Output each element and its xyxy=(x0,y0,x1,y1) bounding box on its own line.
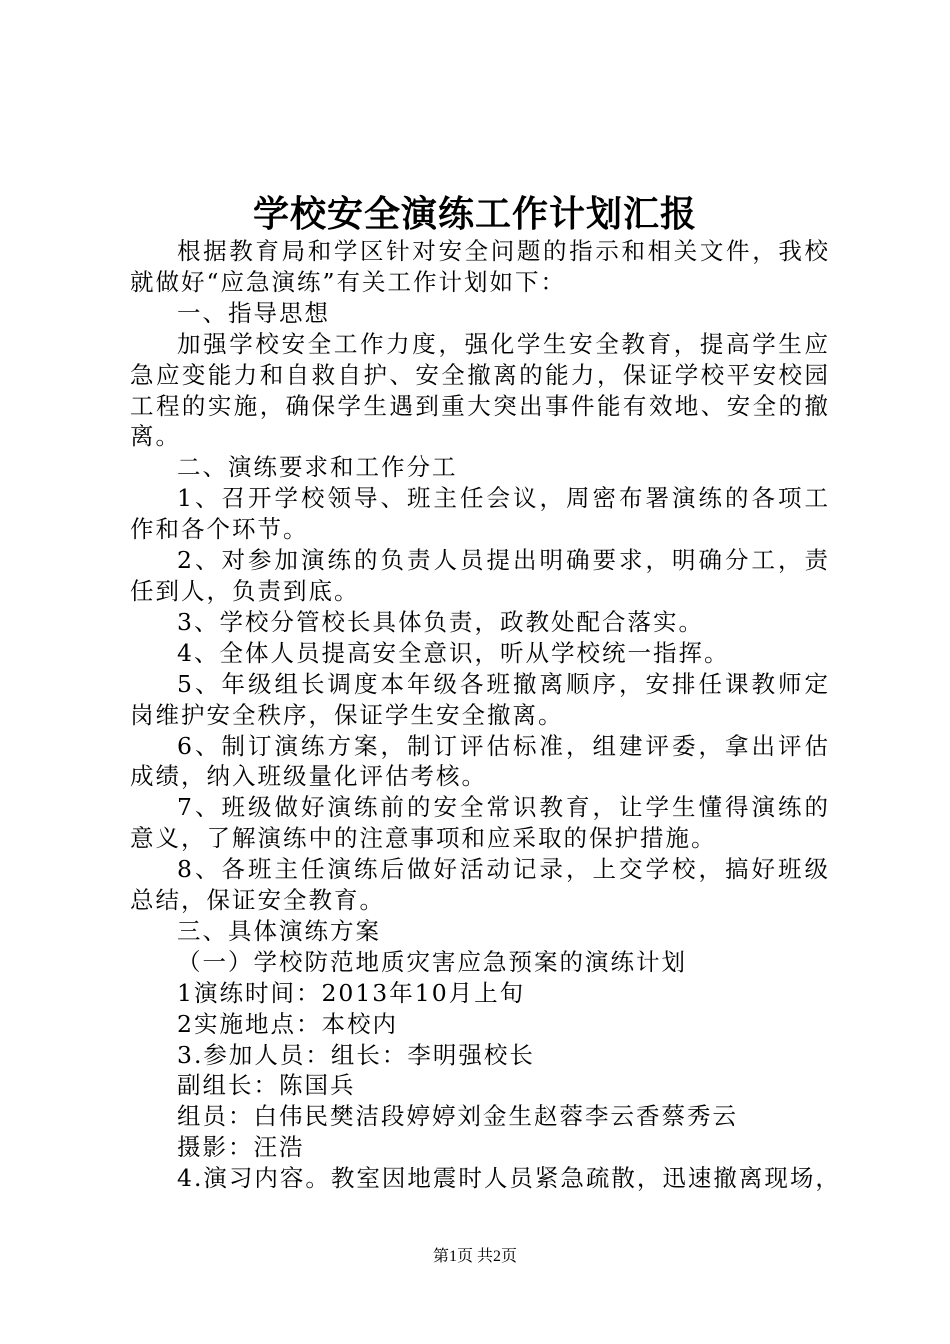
page-number-footer: 第1页 共2页 xyxy=(432,1248,517,1265)
drill-content: 4.演习内容。教室因地震时人员紧急疏散，迅速撤离现场， xyxy=(177,1164,841,1193)
requirement-item-2: 2、对参加演练的负责人员提出明确要求，明确分工，责任到人，负责到底。 xyxy=(130,546,830,605)
drill-location: 2实施地点：本校内 xyxy=(177,1009,398,1038)
drill-members: 组员：白伟民樊洁段婷婷刘金生赵蓉李云香蔡秀云 xyxy=(177,1102,738,1131)
section-heading-drill-plan: 三、具体演练方案 xyxy=(177,916,381,945)
requirement-item-7: 7、班级做好演练前的安全常识教育，让学生懂得演练的意义，了解演练中的注意事项和应采取的保护措施。 xyxy=(130,793,830,853)
document-title: 学校安全演练工作计划汇报 xyxy=(252,193,697,235)
requirement-item-8: 8、各班主任演练后做好活动记录，上交学校，搞好班级总结，保证安全教育。 xyxy=(130,855,830,915)
subsection-heading-geologic-disaster: （一）学校防范地质灾害应急预案的演练计划 xyxy=(177,947,687,976)
requirement-item-4: 4、全体人员提高安全意识，听从学校统一指挥。 xyxy=(177,638,730,667)
drill-photographer: 摄影：汪浩 xyxy=(177,1133,305,1162)
paragraph-intro: 根据教育局和学区针对安全问题的指示和相关文件，我校就做好“应急演练”有关工作计划如下： xyxy=(130,237,830,296)
drill-time: 1演练时间：2013年10月上旬 xyxy=(177,978,526,1007)
paragraph-guiding-ideology: 加强学校安全工作力度，强化学生安全教育，提高学生应急应变能力和自救自护、安全撤离的能力，保证学校平安校园工程的实施，确保学生遇到重大突出事件能有效地、安全的撤离。 xyxy=(130,329,830,451)
section-heading-requirements: 二、演练要求和工作分工 xyxy=(177,453,458,482)
section-heading-guiding-ideology: 一、指导思想 xyxy=(177,298,330,327)
document-body xyxy=(130,236,841,1194)
drill-participants-leader: 3.参加人员：组长：李明强校长 xyxy=(177,1040,535,1069)
requirement-item-6: 6、制订演练方案，制订评估标准，组建评委，拿出评估成绩，纳入班级量化评估考核。 xyxy=(130,731,830,791)
requirement-item-1: 1、召开学校领导、班主任会议，周密布署演练的各项工作和各个环节。 xyxy=(130,484,830,544)
requirement-item-5: 5、年级组长调度本年级各班撤离顺序，安排任课教师定岗维护安全秩序，保证学生安全撤离。 xyxy=(130,669,830,729)
drill-deputy-leader: 副组长：陈国兵 xyxy=(177,1071,356,1100)
requirement-item-3: 3、学校分管校长具体负责，政教处配合落实。 xyxy=(177,607,704,636)
